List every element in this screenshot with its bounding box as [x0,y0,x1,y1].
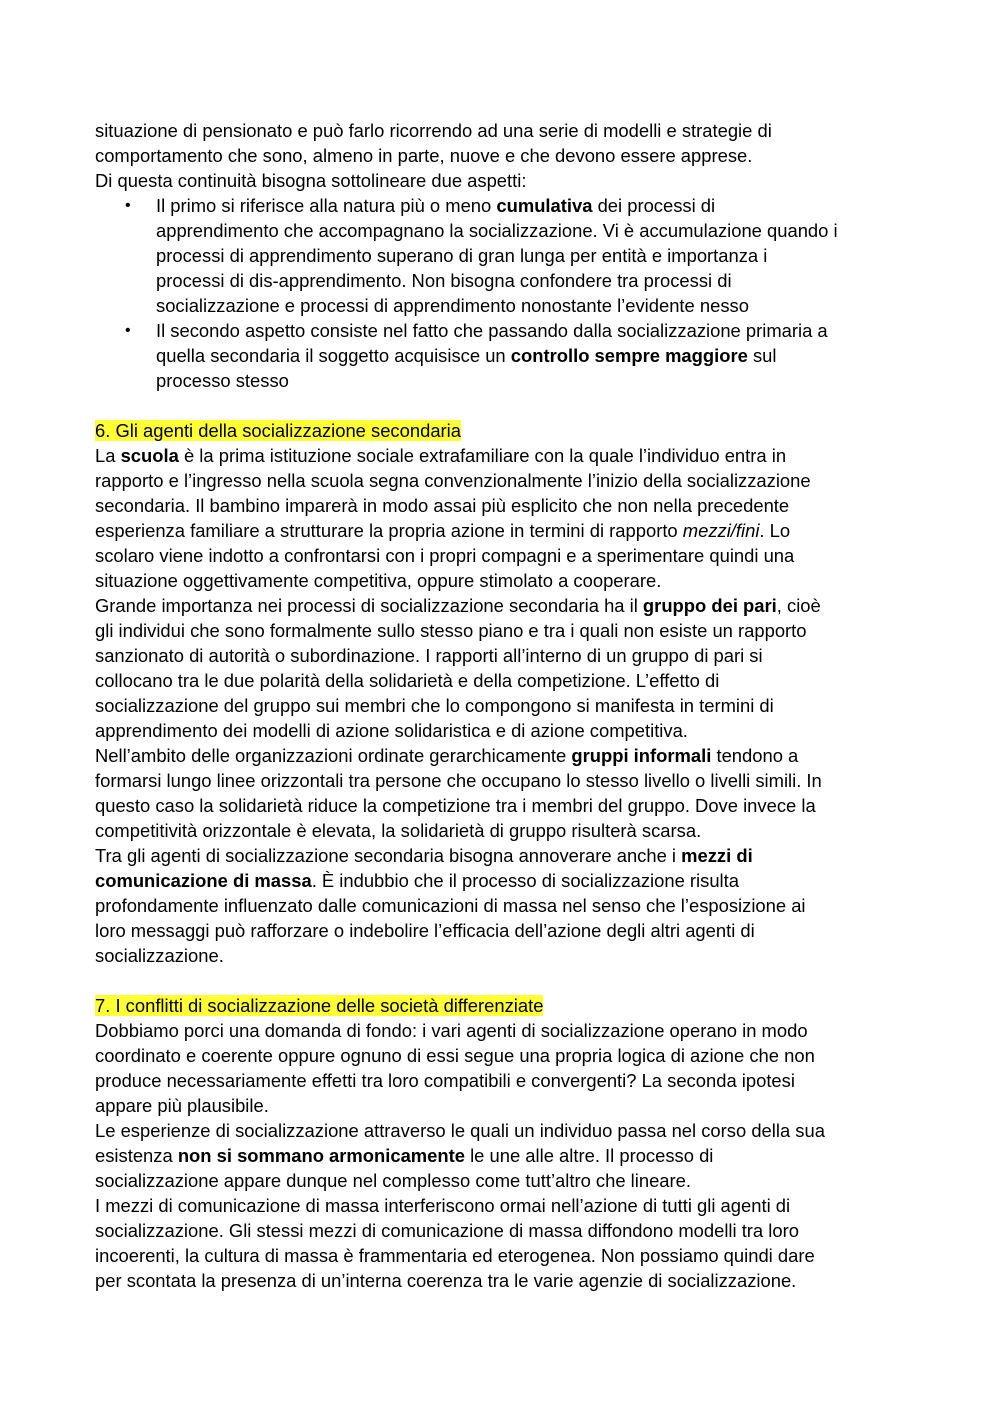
text-segment: situazione oggettivamente competitiva, oppure stimolato a cooperare. [95,570,662,591]
text-segment: Dobbiamo porci una domanda di fondo: i vari agenti di socializzazione operano in modo [95,1020,808,1041]
text-segment: esistenza [95,1145,178,1166]
text-segment: socializzazione. Gli stessi mezzi di comunicazione di massa diffondono modelli tra loro [95,1220,799,1241]
bold-text: cumulativa [496,195,593,216]
text-line [95,1218,910,1243]
section-6-body [95,443,910,968]
text-line [95,693,910,718]
text-line [95,618,910,643]
text-segment: Tra gli agenti di socializzazione secondaria bisogna annoverare anche i [95,845,682,866]
text-line [95,118,910,143]
text-line [95,543,910,568]
bullet-item [95,318,910,393]
text-line [95,918,910,943]
text-line [156,218,910,243]
section-6-heading-text: 6. Gli agenti della socializzazione secondaria [95,420,461,441]
bold-text: mezzi di [681,845,753,866]
text-line [95,568,910,593]
bold-text: gruppi informali [571,745,712,766]
bullet-list [95,193,910,393]
text-line [95,593,910,618]
text-segment: apprendimento dei modelli di azione solidaristica e di azione competitiva. [95,720,688,741]
text-segment: produce necessariamente effetti tra loro compatibili e convergenti? La seconda ipotesi [95,1070,795,1091]
text-segment: appare più plausibile. [95,1095,269,1116]
text-segment: quella secondaria il soggetto acquisisce un [156,345,511,366]
text-segment: competitività orizzontale è elevata, la solidarietà di gruppo risulterà scarsa. [95,820,702,841]
text-segment: loro messaggi può rafforzare o indebolire l’efficacia dell’azione degli altri agenti di [95,920,755,941]
text-segment: sanzionato di autorità o subordinazione. I rapporti all’interno di un gruppo di pari si [95,645,763,666]
text-line [95,443,910,468]
text-segment: Grande importanza nei processi di socializzazione secondaria ha il [95,595,643,616]
text-segment: rapporto e l’ingresso nella scuola segna convenzionalmente l’inizio della socializzazione [95,470,811,491]
text-segment: comportamento che sono, almeno in parte, nuove e che devono essere apprese. [95,145,753,166]
text-segment: per scontata la presenza di un’interna coerenza tra le varie agenzie di socializzazione. [95,1270,797,1291]
text-segment: . È indubbio che il processo di socializzazione risulta [311,870,739,891]
text-line [156,243,910,268]
text-segment: le une alle altre. Il processo di [464,1145,714,1166]
text-line [95,1168,910,1193]
text-line [95,718,910,743]
text-line [95,1143,910,1168]
text-line [95,1193,910,1218]
text-segment: Nell’ambito delle organizzazioni ordinate gerarchicamente [95,745,572,766]
text-segment: . Lo [759,520,791,541]
text-line [95,843,910,868]
text-segment: La [95,445,121,466]
bold-text: comunicazione di massa [95,870,312,891]
bold-text: non si sommano armonicamente [177,1145,465,1166]
text-line [156,193,910,218]
text-segment: questo caso la solidarietà riduce la competizione tra i membri del gruppo. Dove invece la [95,795,816,816]
text-segment: Le esperienze di socializzazione attraverso le quali un individuo passa nel corso della sua [95,1120,825,1141]
text-line [95,768,910,793]
intro-paragraph [95,118,910,193]
text-segment: dei processi di [592,195,716,216]
bold-text: gruppo dei pari [642,595,777,616]
text-line [156,318,910,343]
text-line [95,793,910,818]
text-segment: socializzazione appare dunque nel complesso come tutt’altro che lineare. [95,1170,691,1191]
text-line [95,1093,910,1118]
section-7-heading-text: 7. I conflitti di socializzazione delle società differenziate [95,995,544,1016]
text-segment: profondamente influenzato dalle comunicazioni di massa nel senso che l’esposizione ai [95,895,806,916]
text-segment: socializzazione del gruppo sui membri che lo compongono si manifesta in termini di [95,695,774,716]
text-segment: , cioè [776,595,821,616]
text-segment: processi di apprendimento superano di gran lunga per entità e importanza i [156,245,768,266]
text-line [95,1268,910,1293]
section-7-body [95,1018,910,1293]
text-segment: I mezzi di comunicazione di massa interferiscono ormai nell’azione di tutti gli agenti di [95,1195,791,1216]
text-line [95,643,910,668]
text-segment: situazione di pensionato e può farlo ricorrendo ad una serie di modelli e strategie di [95,120,772,141]
text-line [95,743,910,768]
text-segment: sul [747,345,777,366]
text-line [156,268,910,293]
text-line [95,143,910,168]
section-6-heading [95,418,910,443]
bullet-icon: • [125,197,131,214]
text-line [95,943,910,968]
bold-text: scuola [120,445,179,466]
text-line [95,868,910,893]
text-line [95,1068,910,1093]
text-segment: scolaro viene indotto a confrontarsi con i propri compagni e a sperimentare quindi una [95,545,795,566]
text-segment: secondaria. Il bambino imparerà in modo assai più esplicito che non nella precedente [95,495,790,516]
text-line [95,893,910,918]
bold-text: controllo sempre maggiore [510,345,748,366]
text-segment: incoerenti, la cultura di massa è frammentaria ed eterogenea. Non possiamo quindi dare [95,1245,815,1266]
text-segment: tendono a [711,745,799,766]
text-line [156,343,910,368]
text-segment: socializzazione e processi di apprendimento nonostante l’evidente nesso [156,295,749,316]
italic-text: mezzi/fini [682,520,760,541]
spacer [95,393,910,418]
text-line [95,1018,910,1043]
section-7-heading [95,993,910,1018]
text-segment: processo stesso [156,370,289,391]
text-segment: è la prima istituzione sociale extrafamiliare con la quale l’individuo entra in [178,445,787,466]
text-segment: collocano tra le due polarità della solidarietà e della competizione. L’effetto di [95,670,720,691]
text-line [95,493,910,518]
text-line [95,1243,910,1268]
text-segment: socializzazione. [95,945,224,966]
text-segment: Il secondo aspetto consiste nel fatto che passando dalla socializzazione primaria a [156,320,828,341]
text-segment: processi di dis-apprendimento. Non bisogna confondere tra processi di [156,270,732,291]
text-segment: Il primo si riferisce alla natura più o meno [156,195,497,216]
text-line [95,1118,910,1143]
text-line [95,168,910,193]
bullet-item [95,193,910,318]
bullet-icon: • [125,322,131,339]
text-line [156,368,910,393]
text-segment: coordinato e coerente oppure ognuno di essi segue una propria logica di azione che non [95,1045,815,1066]
text-line [95,818,910,843]
text-segment: Di questa continuità bisogna sottolineare due aspetti: [95,170,527,191]
text-segment: formarsi lungo linee orizzontali tra persone che occupano lo stesso livello o livelli simili. In [95,770,822,791]
text-line [95,668,910,693]
text-line [95,468,910,493]
text-line [95,518,910,543]
document-page [95,118,910,1293]
text-line [156,293,910,318]
text-segment: apprendimento che accompagnano la socializzazione. Vi è accumulazione quando i [156,220,838,241]
text-line [95,1043,910,1068]
text-segment: gli individui che sono formalmente sullo stesso piano e tra i quali non esiste un rapporto [95,620,807,641]
text-segment: esperienza familiare a strutturare la propria azione in termini di rapporto [95,520,683,541]
spacer [95,968,910,993]
